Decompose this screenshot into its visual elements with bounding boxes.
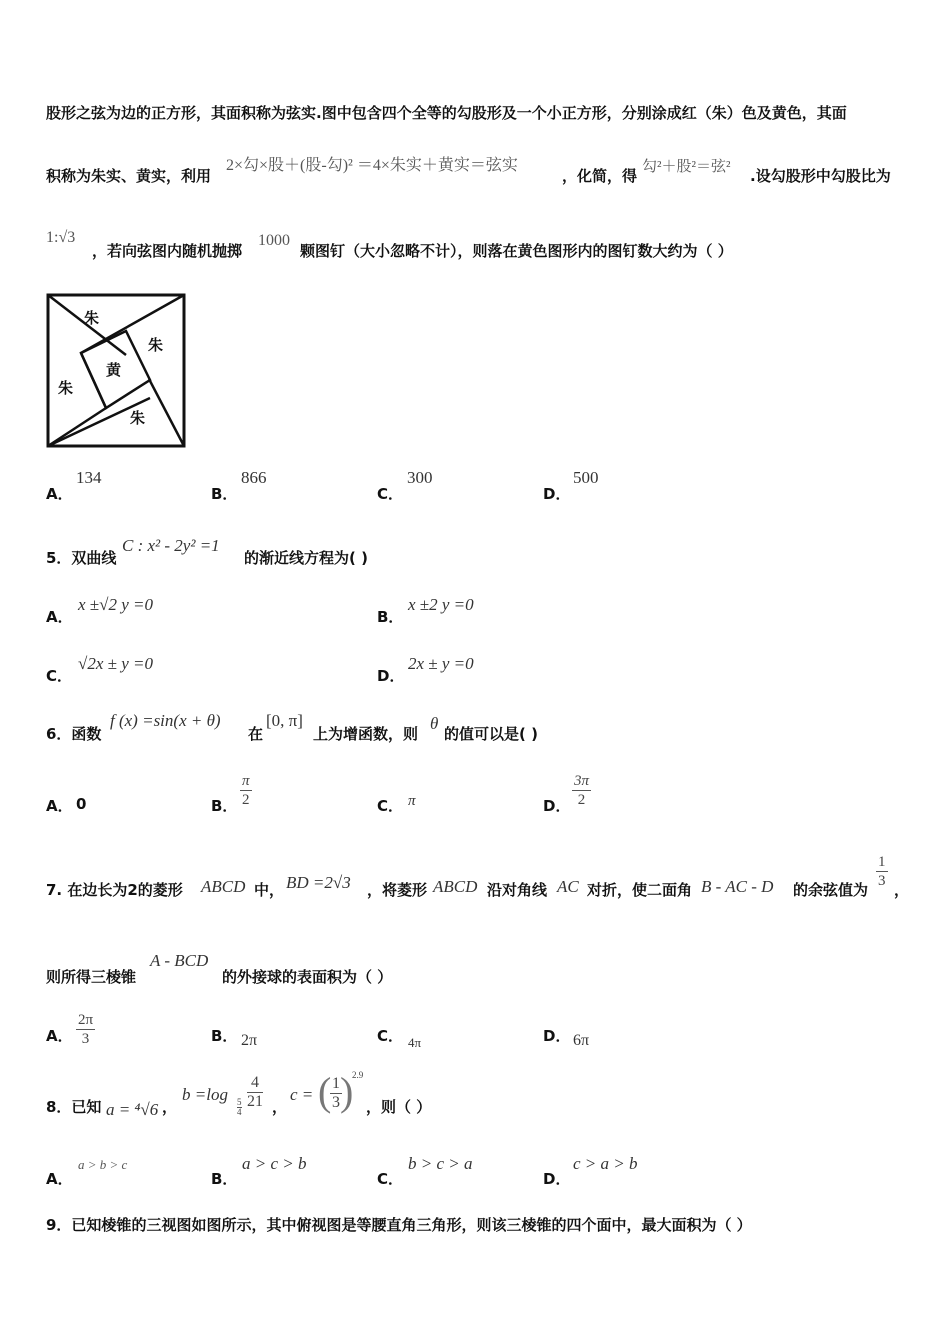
q6-theta: θ [430,714,439,733]
q4-option-b-value: 866 [241,468,267,487]
q6-stem-b: 在 [248,725,264,743]
q8-option-a-value: a > b > c [78,1157,128,1172]
fraction-numerator: 3π [574,773,590,789]
q5-formula: C : x² - 2y² =1 [122,536,220,555]
q8-comma-1: ， [162,1098,178,1116]
zhu-label-bottom: 朱 [130,409,146,427]
q6-stem-d: 的值可以是( ) [444,725,538,743]
zhu-label-right: 朱 [148,336,164,354]
q5-option-a-value: x ±√2 y =0 [78,595,153,614]
fraction-numerator: 1 [878,854,886,870]
q5-stem-a: 5．双曲线 [46,549,117,567]
q8-a: a = ⁴√6 [106,1100,159,1119]
q8-c-exponent: 2.9 [352,1070,364,1080]
q6-option-b-fraction [240,772,252,809]
xian-diagram [46,293,186,448]
q4-line3-b: 颗图钉（大小忽略不计），则落在黄色图形内的图钉数大约为（ ） [300,242,733,260]
q7-option-c-value: 4π [408,1035,422,1050]
q4-formula2: 勾²＋股²＝弦² [642,159,731,175]
q8-c-prefix: c = [290,1085,314,1104]
q7-abcd-1: ABCD [201,877,246,896]
q7-stem-e: 对折，使二面角 [587,881,693,899]
q6-stem-a: 6．函数 [46,725,102,743]
q7-stem-d: 沿对角线 [487,881,548,899]
q6-interval: [0, π] [266,711,303,730]
q4-line2-a: 积称为朱实、黄实，利用 [46,167,212,185]
q7-option-b-label: B． [211,1027,238,1045]
q4-option-d-label: D． [543,485,571,503]
q8-log-base [237,1098,242,1117]
q7-option-d-label: D． [543,1027,571,1045]
q6-option-d-fraction [572,772,591,809]
q5-option-c-label: C． [46,667,73,685]
q7-option-c-label: C． [377,1027,404,1045]
q8-option-b-value: a > c > b [242,1154,307,1173]
q4-option-d-value: 500 [573,468,599,487]
q6-stem-c: 上为增函数，则 [313,725,419,743]
q8-option-d-value: c > a > b [573,1154,638,1173]
q5-stem-b: 的渐近线方程为( ) [244,549,368,567]
fraction-denominator: 2 [242,792,250,808]
q8-stem-a: 8．已知 [46,1098,102,1116]
q7-angle: B - AC - D [701,877,774,896]
q7-stem-a: 7. 在边长为2的菱形 [46,881,183,899]
q7-ac: AC [557,877,579,896]
fraction-denominator: 3 [81,1031,90,1047]
q4-line3-a: ，若向弦图内随机抛掷 [92,242,243,260]
q4-option-c-value: 300 [407,468,433,487]
q4-option-a-value: 134 [76,468,102,487]
q7-stem-c: ，将菱形 [367,881,428,899]
q8-stem-b: ，则（ ） [366,1098,432,1116]
q6-option-c-value: π [408,793,416,809]
zhu-label-top: 朱 [84,309,100,327]
q7-stem-b: 中， [254,881,285,899]
q8-option-c-value: b > c > a [408,1154,473,1173]
fraction-denominator: 2 [577,792,586,808]
q7-line2-a: 则所得三棱锥 [46,968,137,986]
q8-option-d-label: D． [543,1170,571,1188]
q6-option-a-value: 0 [76,795,87,813]
q8-option-a-label: A． [46,1170,73,1188]
fraction-denominator: 21 [247,1093,263,1110]
q9-stem: 9．已知棱锥的三视图如图所示，其中俯视图是等腰直角三角形，则该三棱锥的四个面中，最大面积为（ ） [46,1216,752,1234]
q5-option-d-value: 2x ± y =0 [408,654,474,673]
q6-option-a-label: A． [46,797,73,815]
q7-stem-g: ， [894,881,910,899]
q6-option-d-label: D． [543,797,571,815]
q8-comma-2: ， [272,1098,288,1116]
q4-line1: 股形之弦为边的正方形，其面积称为弦实.图中包含四个全等的勾股形及一个小正方形，分别涂成红（朱）色及黄色，其面 [46,104,847,122]
q7-option-b-value: 2π [241,1032,258,1049]
log-base-numerator: 5 [237,1097,242,1107]
q8-right-paren: ) [340,1069,354,1114]
q7-option-a-fraction [76,1011,95,1048]
fraction-denominator: 3 [332,1094,340,1111]
q7-option-a-label: A． [46,1027,73,1045]
q6-formula: f (x) =sin(x + θ) [110,711,221,730]
q7-line2-b: 的外接球的表面积为（ ） [222,968,393,986]
fraction-numerator: 2π [78,1012,94,1028]
q5-option-d-label: D． [377,667,405,685]
q8-b-prefix: b =log [182,1085,228,1104]
q7-abcd-2: ABCD [433,877,478,896]
q8-b-fraction [247,1074,263,1111]
q5-option-b-value: x ±2 y =0 [408,595,474,614]
q5-option-c-value: √2x ± y =0 [78,654,153,673]
q4-count: 1000 [258,232,290,249]
q4-ratio: 1:√3 [46,229,76,246]
q7-abcd-3: A - BCD [150,951,209,970]
fraction-numerator: π [242,773,250,789]
q4-option-c-label: C． [377,485,404,503]
zhu-label-left: 朱 [58,379,74,397]
q4-formula1: 2×勾×股＋(股-勾)² ＝4×朱实＋黄实＝弦实 [226,157,518,174]
fraction-numerator: 1 [332,1075,340,1092]
fraction-denominator: 3 [878,873,886,889]
q4-line2-c: .设勾股形中勾股比为 [750,167,891,185]
huang-label: 黄 [106,361,122,379]
q7-cos-fraction [876,853,888,890]
q5-option-a-label: A． [46,608,73,626]
q8-left-paren: ( [318,1069,332,1114]
q7-stem-f: 的余弦值为 [793,881,869,899]
q4-line2-b: ，化简，得 [562,167,638,185]
q4-option-a-label: A． [46,485,73,503]
q7-bd: BD =2√3 [286,873,351,892]
q8-option-b-label: B． [211,1170,238,1188]
q7-option-d-value: 6π [573,1032,590,1049]
log-base-denominator: 4 [237,1107,242,1117]
q8-option-c-label: C． [377,1170,404,1188]
q4-option-b-label: B． [211,485,238,503]
fraction-numerator: 4 [247,1074,263,1093]
q6-option-c-label: C． [377,797,404,815]
q6-option-b-label: B． [211,797,238,815]
q5-option-b-label: B． [377,608,404,626]
